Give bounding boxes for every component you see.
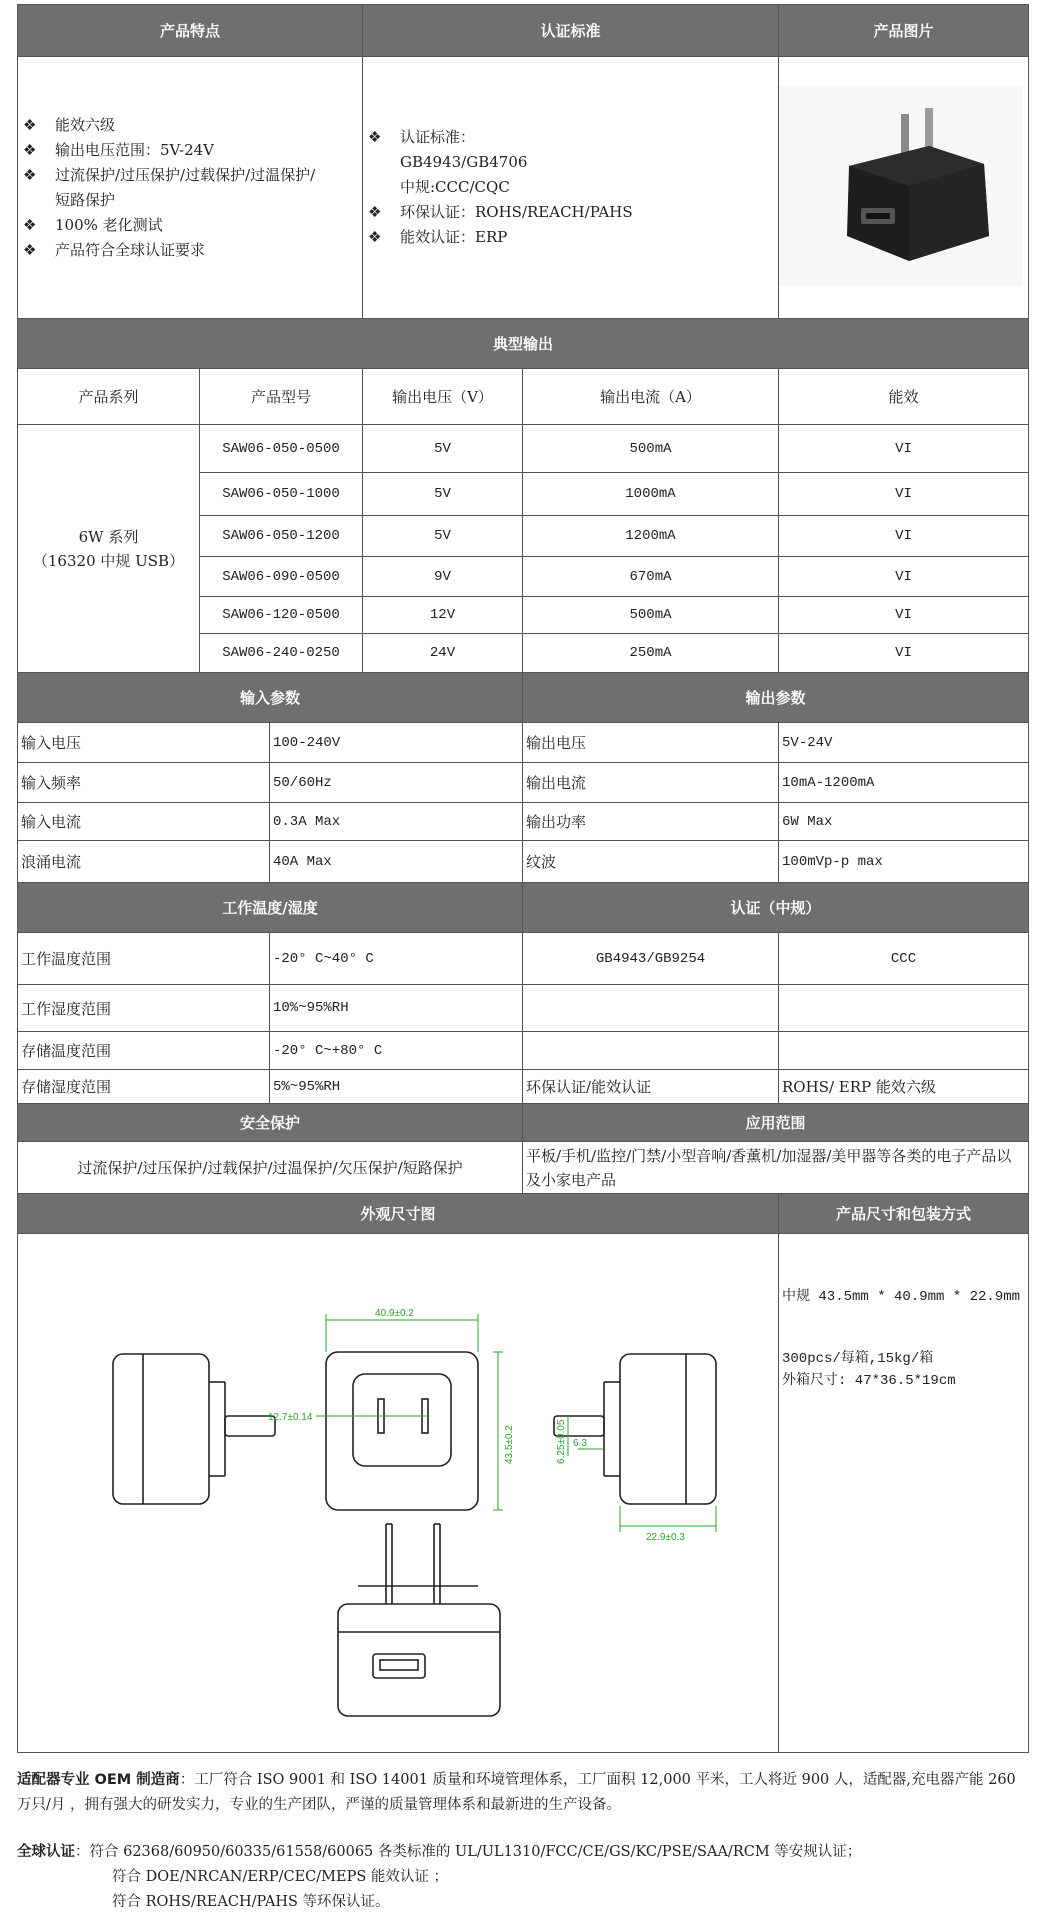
param-key: 输入电压 [18,723,270,763]
series-desc: （16320 中规 USB） [32,551,185,570]
bullet-item [366,175,775,200]
env-key: 工作温度范围 [18,933,270,985]
param-key: 输出电流 [523,763,779,803]
safety-table [17,1103,1029,1194]
header-photo: 产品图片 [779,5,1029,57]
packing-qty: 300pcs/每箱,15kg/箱 [782,1351,934,1367]
environment-table [17,882,1029,1104]
bullet-diamond-icon: ❖ [368,228,382,246]
bullet-diamond-icon: ❖ [23,215,37,234]
col-current: 输出电流（A） [523,369,779,425]
current-cell: 500mA [523,597,779,634]
header-certs: 认证标准 [363,5,779,57]
dim-pin-len-label: 6.25±0.05 [556,1419,567,1464]
bullet-text: 认证标准： [400,128,476,146]
global-cert-line2: 符合 DOE/NRCAN/ERP/CEC/MEPS 能效认证 ； [112,1869,448,1885]
model-cell: SAW06-120-0500 [200,597,363,634]
features-cell [18,57,363,319]
typical-output-title: 典型输出 [18,319,1029,369]
typical-output-table [17,318,1029,673]
global-cert-line1 [17,1840,1028,1865]
current-cell: 500mA [523,425,779,473]
cert-standard [523,1032,779,1070]
bullet-text: GB4943/GB4706 [400,153,528,171]
bullet-item [366,125,775,150]
application-title: 应用范围 [523,1104,1029,1142]
input-params-title: 输入参数 [18,673,523,723]
param-value: 100-240V [270,723,523,763]
dim-width-label: 40.9±0.2 [375,1308,414,1319]
param-key: 输入频率 [18,763,270,803]
oem-label: 适配器专业 OEM 制造商 [17,1772,180,1788]
eff-cell: VI [779,634,1029,673]
dim-depth-label: 22.9±0.3 [646,1532,685,1543]
bullet-item [21,163,359,188]
dimension-drawing [18,1234,777,1748]
carton-size: 外箱尺寸: 47*36.5*19cm [782,1373,956,1389]
eff-cell: VI [779,597,1029,634]
spec-sheet [17,4,1028,1753]
dimension-drawing-cell [18,1234,779,1753]
bullet-text: 中规:CCC/CQC [400,178,510,196]
col-efficiency: 能效 [779,369,1029,425]
params-table [17,672,1029,883]
size-pack-title: 产品尺寸和包装方式 [779,1194,1029,1234]
param-value: 6W Max [779,803,1029,841]
safety-text: 过流保护/过压保护/过载保护/过温保护/欠压保护/短路保护 [18,1142,523,1194]
product-photo [779,86,1023,286]
voltage-cell: 12V [363,597,523,634]
voltage-cell: 5V [363,473,523,516]
eff-cell: VI [779,557,1029,597]
env-value: 10%~95%RH [270,985,523,1032]
param-value: 50/60Hz [270,763,523,803]
bullet-text: 能效六级 [55,115,116,134]
env-value: -20° C~40° C [270,933,523,985]
voltage-cell: 5V [363,425,523,473]
header-features: 产品特点 [18,5,363,57]
bullet-text: 能效认证：ERP [400,228,508,246]
dimension-table [17,1193,1029,1753]
col-model: 产品型号 [200,369,363,425]
env-value: 5%~95%RH [270,1070,523,1104]
bullet-item [366,150,775,175]
global-cert-text: ：符合 62368/60950/60335/61558/60065 各类标准的 UL/UL1310/FCC/CE/GS/KC/PSE/SAA/RCM 等安规认证； [75,1844,862,1860]
bullet-item [366,200,775,225]
cert-mark [779,985,1029,1032]
current-cell: 670mA [523,557,779,597]
bullet-text: 过流保护/过压保护/过载保护/过温保护/ [55,165,316,184]
bullet-item [21,188,359,213]
application-text: 平板/手机/监控/门禁/小型音响/香薰机/加湿器/美甲器等各类的电子产品以及小家电产品 [523,1142,1029,1194]
voltage-cell: 9V [363,557,523,597]
bullet-diamond-icon: ❖ [368,203,382,221]
dim-height-label: 43.5±0.2 [504,1425,515,1464]
model-cell: SAW06-240-0250 [200,634,363,673]
global-cert-line3: 符合 ROHS/REACH/PAHS 等环保认证。 [112,1894,390,1910]
cert-mark: CCC [779,933,1029,985]
model-cell: SAW06-090-0500 [200,557,363,597]
certs-cell [363,57,779,319]
param-value: 10mA-1200mA [779,763,1029,803]
env-value: -20° C~+80° C [270,1032,523,1070]
env-key: 存储温度范围 [18,1032,270,1070]
oem-paragraph [17,1768,1028,1818]
param-value: 100mVp-p max [779,841,1029,883]
cert-standard: GB4943/GB9254 [523,933,779,985]
product-photo-cell [779,57,1029,319]
env-title: 工作温度/湿度 [18,883,523,933]
param-value: 5V-24V [779,723,1029,763]
param-key: 浪涌电流 [18,841,270,883]
param-value: 40A Max [270,841,523,883]
dim-pin-short-label: 6.3 [573,1438,587,1449]
bullet-diamond-icon: ❖ [23,240,37,259]
output-params-title: 输出参数 [523,673,1029,723]
env-key: 工作湿度范围 [18,985,270,1032]
current-cell: 1000mA [523,473,779,516]
param-key: 输出功率 [523,803,779,841]
bullet-text: 100% 老化测试 [55,215,163,234]
model-cell: SAW06-050-1200 [200,516,363,557]
cert-standard [523,985,779,1032]
cert-standard: 环保认证/能效认证 [523,1070,779,1104]
dim-pin-gap-label: 12.7±0.14 [268,1412,313,1423]
col-voltage: 输出电压（V） [363,369,523,425]
bullet-item [366,225,775,250]
bullet-item [21,213,359,238]
cert-cn-title: 认证（中规） [523,883,1029,933]
env-key: 存储湿度范围 [18,1070,270,1104]
safety-title: 安全保护 [18,1104,523,1142]
bullet-item [21,138,359,163]
bullet-text: 短路保护 [55,190,116,209]
param-key: 输入电流 [18,803,270,841]
global-label: 全球认证 [17,1844,75,1860]
bullet-text: 环保认证：ROHS/REACH/PAHS [400,203,633,221]
product-size: 中规 43.5mm * 40.9mm * 22.9mm [782,1289,1021,1305]
bullet-text: 输出电压范围：5V-24V [55,140,214,159]
model-cell: SAW06-050-1000 [200,473,363,516]
bullet-diamond-icon: ❖ [23,165,37,184]
bullet-item [21,238,359,263]
model-cell: SAW06-050-0500 [200,425,363,473]
size-pack-cell [779,1234,1029,1753]
cert-mark [779,1032,1029,1070]
features-list [21,113,359,263]
bullet-diamond-icon: ❖ [23,140,37,159]
eff-cell: VI [779,473,1029,516]
voltage-cell: 5V [363,516,523,557]
eff-cell: VI [779,425,1029,473]
bullet-diamond-icon: ❖ [23,115,37,134]
cert-mark: ROHS/ ERP 能效六级 [779,1070,1029,1104]
series-cell [18,425,200,673]
footer-notes [17,1768,1028,1915]
bullet-diamond-icon: ❖ [368,128,382,146]
current-cell: 250mA [523,634,779,673]
col-series: 产品系列 [18,369,200,425]
param-key: 纹波 [523,841,779,883]
oem-text: ：工厂符合 ISO 9001 和 ISO 14001 质量和环境管理体系，工厂面积 12,000 平米，工人将近 900 人，适配器,充电器产能 260 万只/月 ，拥有强大的研发实力，专业的生产团队，严谨的质量管理体系和最新进的生产设备。 [17,1772,1016,1813]
dim-drawing-title: 外观尺寸图 [18,1194,779,1234]
series-name: 6W 系列 [78,527,139,546]
bullet-text: 产品符合全球认证要求 [55,240,206,259]
param-value: 0.3A Max [270,803,523,841]
voltage-cell: 24V [363,634,523,673]
bullet-item [21,113,359,138]
current-cell: 1200mA [523,516,779,557]
feature-table [17,4,1029,319]
certs-list [366,125,775,250]
param-key: 输出电压 [523,723,779,763]
eff-cell: VI [779,516,1029,557]
